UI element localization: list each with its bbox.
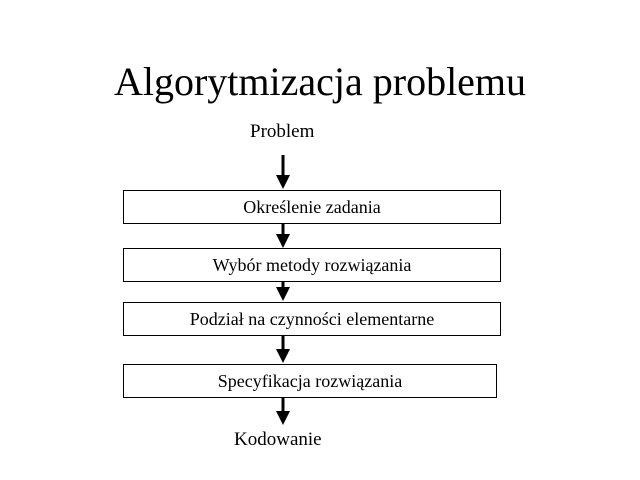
arrow-step-4-to-end: [276, 398, 290, 425]
flow-step-3-label: Podział na czynności elementarne: [189, 308, 435, 329]
flow-start-label: Problem: [250, 121, 315, 142]
flow-step-1: [123, 190, 501, 224]
flow-end-label: Kodowanie: [234, 429, 322, 450]
arrow-problem-to-step-1: [276, 155, 290, 189]
flow-step-4-label: Specyfikacja rozwiązania: [217, 370, 403, 391]
flow-step-1-label: Określenie zadania: [243, 196, 381, 217]
flow-step-3: [123, 302, 501, 336]
arrow-step-1-to-step-2: [276, 224, 290, 248]
arrow-step-3-to-step-4: [276, 336, 290, 363]
flow-step-2-label: Wybór metody rozwiązania: [212, 254, 412, 275]
flow-step-4: [123, 364, 497, 398]
slide-title: Algorytmizacja problemu: [113, 59, 527, 104]
arrow-step-2-to-step-3: [276, 282, 290, 301]
flow-step-2: [123, 248, 501, 282]
